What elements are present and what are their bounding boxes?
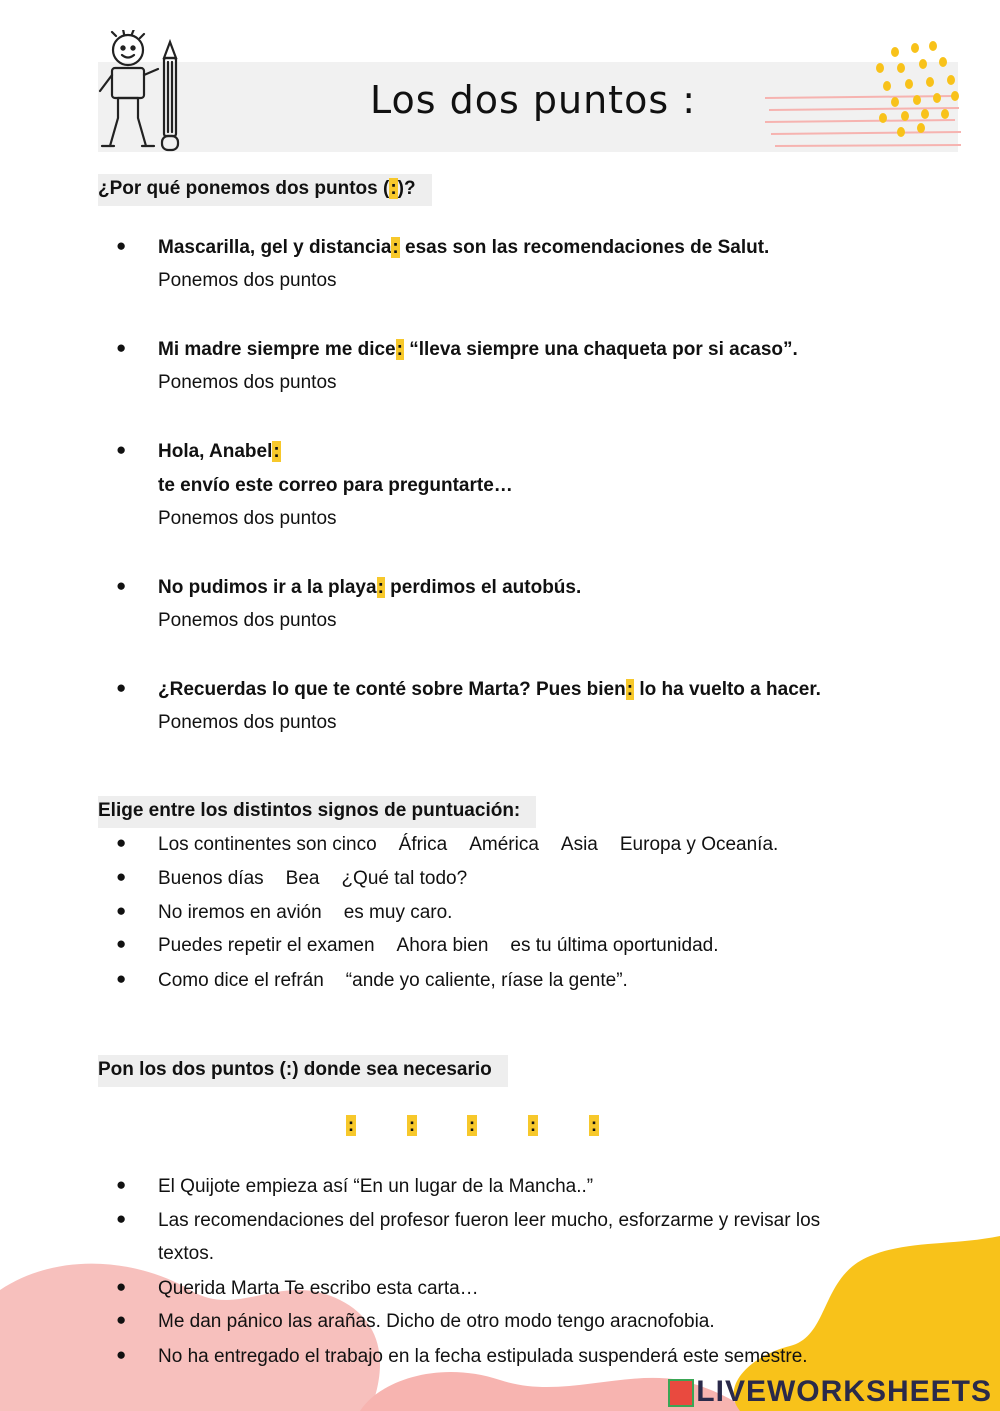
answer-field[interactable]: Ponemos dos puntos: [158, 712, 337, 733]
highlighted-colon: :: [273, 441, 280, 462]
bullet-icon: ●: [116, 901, 127, 920]
draggable-colon[interactable]: :: [469, 1115, 475, 1135]
punctuation-exercise: Como dice el refrán “ande yo caliente, ríase la gente”.: [158, 970, 628, 991]
dots-and-stripes-decoration: [765, 40, 965, 155]
section1-heading: [98, 174, 432, 206]
punctuation-exercise: Buenos días Bea ¿Qué tal todo?: [158, 868, 468, 889]
colon-exercise-sentence: Querida Marta Te escribo esta carta…: [158, 1278, 479, 1299]
bullet-icon: ●: [116, 1345, 127, 1364]
bullet-icon: ●: [116, 867, 127, 886]
colon-exercise-sentence: No ha entregado el trabajo en la fecha estipulada suspenderá este semestre.: [158, 1346, 808, 1367]
example-sentence: Mascarilla, gel y distancia: esas son las recomendaciones de Salut.: [158, 237, 770, 258]
section2-heading: Elige entre los distintos signos de puntuación:: [98, 796, 536, 828]
bullet-icon: ●: [116, 1277, 127, 1296]
liveworksheets-logo-icon: [668, 1379, 694, 1407]
bullet-icon: ●: [116, 678, 127, 697]
bullet-icon: ●: [116, 576, 127, 595]
section1-heading-text: ¿Por qué ponemos dos puntos (: [98, 178, 390, 199]
highlighted-colon: :: [396, 339, 403, 360]
bullet-icon: ●: [116, 1209, 127, 1228]
example-sentence: No pudimos ir a la playa: perdimos el autobús.: [158, 577, 582, 598]
draggable-colon[interactable]: :: [348, 1115, 354, 1135]
example-sentence-continued: te envío este correo para preguntarte…: [158, 475, 513, 496]
bullet-icon: ●: [116, 338, 127, 357]
punctuation-exercise: Los continentes son cinco África América Asia Europa y Oceanía.: [158, 834, 779, 855]
answer-field[interactable]: Ponemos dos puntos: [158, 610, 337, 631]
colon-exercise-sentence-continued: textos.: [158, 1243, 214, 1264]
punctuation-exercise: Puedes repetir el examen Ahora bien es tu última oportunidad.: [158, 935, 719, 956]
highlighted-colon: :: [377, 577, 384, 598]
bullet-icon: ●: [116, 934, 127, 953]
example-sentence: Hola, Anabel:: [158, 441, 280, 462]
bullet-icon: ●: [116, 1175, 127, 1194]
bullet-icon: ●: [116, 833, 127, 852]
colon-exercise-sentence: Me dan pánico las arañas. Dicho de otro modo tengo aracnofobia.: [158, 1311, 715, 1332]
bullet-icon: ●: [116, 236, 127, 255]
example-sentence: ¿Recuerdas lo que te conté sobre Marta? Pues bien: lo ha vuelto a hacer.: [158, 679, 821, 700]
highlighted-colon: :: [626, 679, 634, 700]
bullet-icon: ●: [116, 969, 127, 988]
section3-heading: Pon los dos puntos (:) donde sea necesario: [98, 1055, 508, 1087]
answer-field[interactable]: Ponemos dos puntos: [158, 508, 337, 529]
liveworksheets-logo: LIVEWORKSHEETS: [668, 1375, 992, 1409]
draggable-colon[interactable]: :: [409, 1115, 415, 1135]
stick-figure-with-pencil-icon: [98, 30, 198, 155]
bullet-icon: ●: [116, 1310, 127, 1329]
section1-heading-end: )?: [397, 178, 416, 199]
colon-bank: [340, 1115, 610, 1143]
page-title: Los dos puntos :: [370, 78, 696, 122]
draggable-colon[interactable]: :: [591, 1115, 597, 1135]
draggable-colon[interactable]: :: [530, 1115, 536, 1135]
bullet-icon: ●: [116, 440, 127, 459]
highlighted-colon: :: [392, 237, 399, 258]
answer-field[interactable]: Ponemos dos puntos: [158, 270, 337, 291]
punctuation-exercise: No iremos en avión es muy caro.: [158, 902, 453, 923]
example-sentence: Mi madre siempre me dice: “lleva siempre una chaqueta por si acaso”.: [158, 339, 798, 360]
colon-exercise-sentence: El Quijote empieza así “En un lugar de la Mancha..”: [158, 1176, 594, 1197]
highlighted-colon: :: [390, 178, 397, 199]
answer-field[interactable]: Ponemos dos puntos: [158, 372, 337, 393]
colon-exercise-sentence: Las recomendaciones del profesor fueron leer mucho, esforzarme y revisar los: [158, 1210, 821, 1231]
